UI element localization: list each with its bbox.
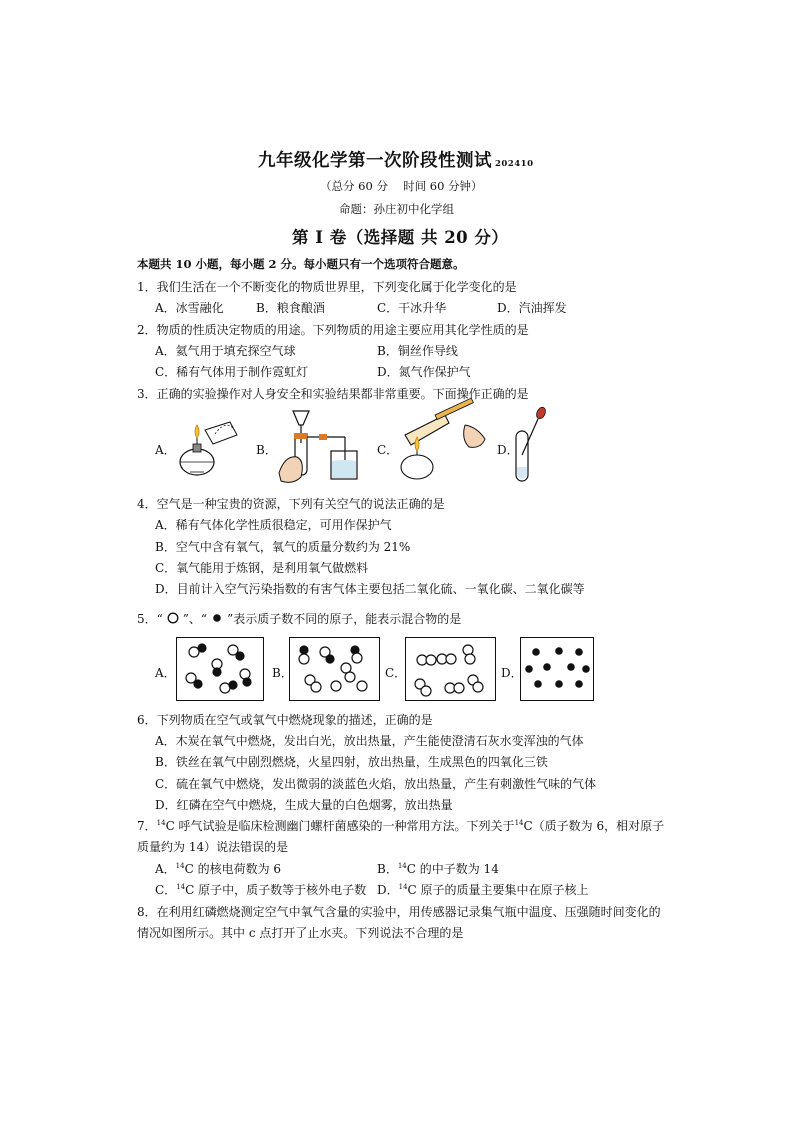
q6-option-c: C．硫在氧气中燃烧，发出微弱的淡蓝色火焰，放出热量，产生有刺激性气味的气体 — [155, 777, 597, 791]
q5-box-a-particles — [177, 638, 263, 700]
q5-label-c: C． — [385, 666, 407, 680]
q3-label-b: B． — [256, 443, 277, 457]
question-8-stem-line1: 8．在利用红磷燃烧测定空气中氧气含量的实验中，用传感器记录集气瓶中温度、压强随时间变化的 — [137, 905, 661, 919]
q5-box-b — [289, 637, 380, 701]
q4-option-c: C．氧气能用于炼钢，是利用氧气做燃料 — [155, 561, 369, 575]
black-atom-icon — [211, 612, 223, 624]
q5-box-d — [520, 637, 594, 701]
author-line: 命题：孙庄初中化学组 — [339, 202, 454, 216]
question-7-stem-line2: 质量约为 14）说法错误的是 — [137, 840, 289, 854]
white-atom-icon — [167, 612, 179, 624]
q2-option-d: D．氮气作保护气 — [377, 365, 471, 379]
q2-option-a: A．氦气用于填充探空气球 — [155, 344, 296, 358]
exam-code: 202410 — [495, 159, 534, 169]
q7-option-b: B．$^{14}$C 的中子数为 14 — [377, 862, 499, 876]
question-8-stem-line2: 情况如图所示。其中 c 点打开了止水夹。下列说法不合理的是 — [137, 926, 464, 940]
q3-label-c: C． — [377, 443, 399, 457]
score-line: （总分 60 分 时间 60 分钟） — [320, 179, 483, 193]
exam-title: 九年级化学第一次阶段性测试 202410 — [258, 151, 534, 171]
dropper-test-tube-figure — [512, 405, 552, 485]
question-6-stem: 6．下列物质在空气或氧气中燃烧现象的描述，正确的是 — [137, 713, 433, 727]
q4-option-d: D．目前计入空气污染指数的有害气体主要包括二氧化硫、一氧化碳、二氧化碳等 — [155, 582, 585, 596]
question-7-stem-line1: 7．$^{14}$C 呼气试验是临床检测幽门螺杆菌感染的一种常用方法。下列关于$^{14}$C（质子数为 6，相对原子 — [137, 819, 665, 833]
alcohol-lamp-ignite-figure — [175, 410, 245, 485]
question-3-stem: 3．正确的实验操作对人身安全和实验结果都非常重要。下面操作正确的是 — [137, 387, 529, 401]
q1-option-c: C．干冰升华 — [377, 301, 447, 315]
q5-label-b: B． — [272, 666, 293, 680]
q5-box-d-particles — [521, 638, 593, 700]
q4-option-b: B．空气中含有氧气，氧气的质量分数约为 21% — [155, 540, 411, 554]
q7-option-d: D．$^{14}$C 原子的质量主要集中在原子核上 — [377, 883, 589, 897]
heating-test-tube-figure — [395, 405, 490, 485]
q7-option-a: A．$^{14}$C 的核电荷数为 6 — [155, 862, 282, 876]
q7-option-c: C．$^{14}$C 原子中，质子数等于核外电子数 — [155, 883, 367, 897]
q2-option-b: B．铜丝作导线 — [377, 344, 458, 358]
apparatus-airtightness-figure — [275, 405, 365, 485]
q5-label-d: D． — [501, 666, 523, 680]
q5-box-b-particles — [290, 638, 379, 700]
question-4-stem: 4．空气是一种宝贵的资源，下列有关空气的说法正确的是 — [137, 497, 445, 511]
q3-label-d: D． — [497, 443, 519, 457]
question-2-stem: 2．物质的性质决定物质的用途。下列物质的用途主要应用其化学性质的是 — [137, 323, 529, 337]
q5-box-a — [176, 637, 264, 701]
q1-option-b: B．粮食酿酒 — [256, 301, 325, 315]
section-title: 第 I 卷（选择题 共 20 分） — [292, 228, 509, 247]
q1-option-d: D．汽油挥发 — [497, 301, 567, 315]
q1-option-a: A．冰雪融化 — [155, 301, 224, 315]
q6-option-d: D．红磷在空气中燃烧，生成大量的白色烟雾，放出热量 — [155, 798, 453, 812]
question-5-stem: 5．“ ”、“ ”表示质子数不同的原子，能表示混合物的是 — [137, 612, 462, 626]
q4-option-a: A．稀有气体化学性质很稳定，可用作保护气 — [155, 518, 392, 532]
q2-option-c: C．稀有气体用于制作霓虹灯 — [155, 365, 309, 379]
q5-label-a: A． — [155, 666, 176, 680]
q6-option-b: B．铁丝在氧气中剧烈燃烧，火星四射，放出热量，生成黑色的四氧化三铁 — [155, 755, 548, 769]
q3-label-a: A． — [155, 443, 176, 457]
question-1-stem: 1．我们生活在一个不断变化的物质世界里，下列变化属于化学变化的是 — [137, 280, 517, 294]
section-instruction: 本题共 10 小题，每小题 2 分。每小题只有一个选项符合题意。 — [137, 257, 465, 271]
q5-box-c-particles — [406, 638, 495, 700]
q5-box-c — [405, 637, 496, 701]
q6-option-a: A．木炭在氧气中燃烧，发出白光，放出热量，产生能使澄清石灰水变浑浊的气体 — [155, 734, 584, 748]
